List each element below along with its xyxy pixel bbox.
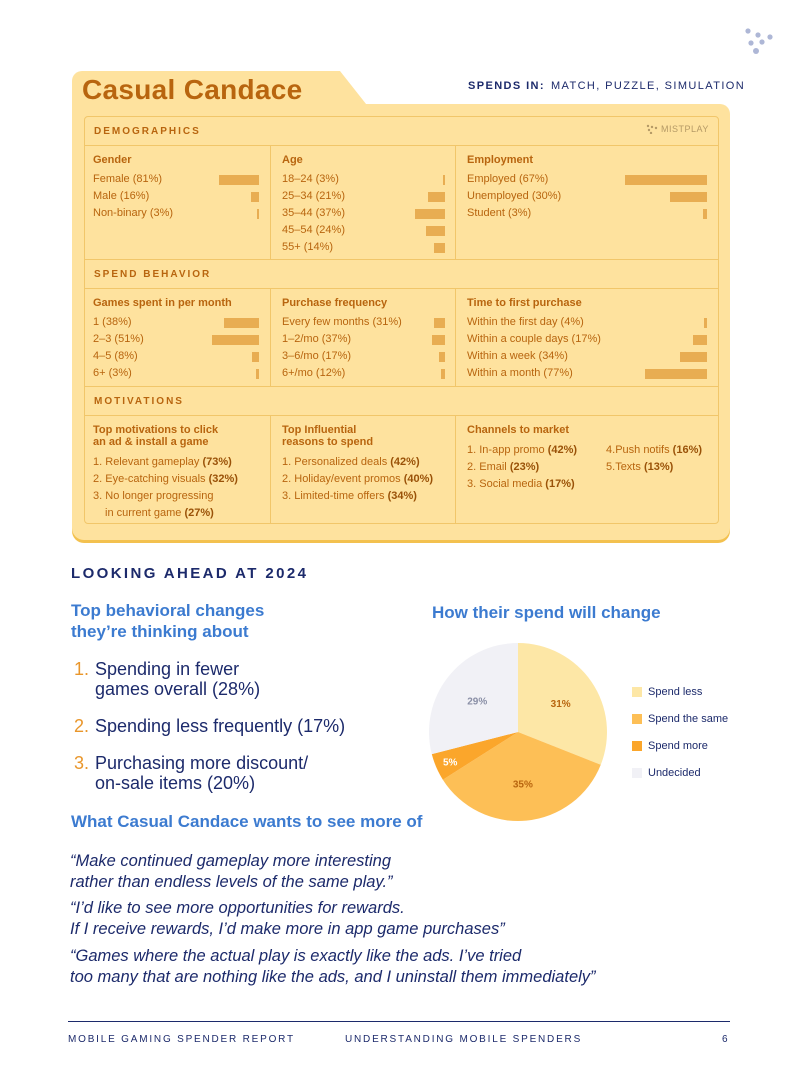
wants-heading: What Casual Candace wants to see more of (71, 812, 423, 831)
footer-section-title: UNDERSTANDING MOBILE SPENDERS (345, 1034, 583, 1045)
stat-label: Student (3%) (467, 207, 532, 219)
stat-label: 18–24 (3%) (282, 173, 339, 185)
list-item: 1. Relevant gameplay (73%) (93, 456, 232, 468)
quote-2: “I’d like to see more opportunities for rewards. If I receive rewards, I’d make more in app game purchases” (70, 899, 505, 938)
employment-title: Employment (467, 154, 534, 166)
stat-bar (415, 209, 445, 219)
legend-label: Spend less (648, 686, 703, 698)
stat-bar (432, 335, 445, 345)
stat-label: Unemployed (30%) (467, 190, 562, 202)
stat-bar (224, 318, 259, 328)
stat-bar (428, 192, 445, 202)
stat-row (93, 205, 263, 222)
footer-report-title: MOBILE GAMING SPENDER REPORT (68, 1034, 295, 1045)
stat-row (282, 348, 447, 365)
frequency-title: Purchase frequency (282, 297, 388, 309)
divider (270, 288, 271, 386)
games-title: Games spent in per month (93, 297, 232, 309)
stat-bar (443, 175, 445, 185)
age-title: Age (282, 154, 303, 166)
stat-row (467, 205, 712, 222)
divider (84, 145, 719, 146)
divider (455, 145, 456, 259)
pie-data-label: 35% (512, 779, 533, 791)
list-item: 2. Holiday/event promos (40%) (282, 473, 434, 485)
stat-label: 4–5 (8%) (93, 350, 138, 362)
changes-heading-line2: they’re thinking about (71, 622, 249, 641)
footer-divider (68, 1021, 730, 1022)
gender-cell (93, 154, 263, 222)
stat-bar (257, 209, 259, 219)
stat-label: 6+/mo (12%) (282, 367, 346, 379)
legend-item (632, 685, 728, 712)
pie-data-label: 5% (442, 757, 458, 769)
list-item: 3. Social media (17%) (467, 478, 575, 490)
legend-swatch (632, 768, 642, 778)
list-number: 3. (74, 753, 90, 773)
stat-row (282, 205, 447, 222)
divider (455, 415, 456, 524)
stat-bar (704, 318, 707, 328)
legend-item (632, 739, 728, 766)
legend-swatch (632, 741, 642, 751)
stat-row (467, 365, 712, 382)
frequency-cell (282, 297, 447, 382)
stat-bar (219, 175, 260, 185)
channels-title: Channels to market (467, 424, 570, 436)
stat-bar (256, 369, 259, 379)
stat-label: Within the first day (4%) (467, 316, 584, 328)
stat-bar (693, 335, 707, 345)
list-number: 1. (74, 659, 90, 679)
stat-bar (439, 352, 445, 362)
stat-row (282, 188, 447, 205)
list-item: 1. Personalized deals (42%) (282, 456, 420, 468)
stat-label: 1–2/mo (37%) (282, 333, 352, 345)
stat-label: Non-binary (3%) (93, 207, 174, 219)
stat-label: Male (16%) (93, 190, 150, 202)
stat-label: Within a couple days (17%) (467, 333, 601, 345)
legend-item (632, 766, 728, 793)
stat-row (93, 314, 263, 331)
channels-col-2 (606, 442, 716, 476)
first-purchase-cell (467, 297, 712, 382)
employment-cell (467, 154, 712, 222)
influential-title-line1: Top Influential (282, 424, 357, 436)
legend-label: Spend more (648, 740, 708, 752)
spends-in-label: SPENDS IN: (468, 80, 545, 92)
stat-bar (252, 352, 259, 362)
stat-row (282, 331, 447, 348)
looking-ahead-heading: LOOKING AHEAD AT 2024 (71, 565, 309, 582)
list-item: 4.Push notifs (16%) (606, 444, 703, 456)
list-item: 2. Spending less frequently (17%) (74, 716, 346, 736)
stat-row (467, 348, 712, 365)
stat-label: 45–54 (24%) (282, 224, 345, 236)
list-item: 1. Spending in fewer games overall (28%) (74, 659, 261, 699)
spends-in (468, 80, 745, 92)
click-title-line2: an ad & install a game (93, 436, 209, 448)
spends-in-value: MATCH, PUZZLE, SIMULATION (550, 80, 746, 92)
stat-bar (625, 175, 707, 185)
stat-bar (212, 335, 259, 345)
stat-label: Within a week (34%) (467, 350, 568, 362)
section-demographics: DEMOGRAPHICS (94, 126, 201, 137)
stat-row (467, 171, 712, 188)
stat-row (282, 171, 447, 188)
changes-heading-line1: Top behavioral changes (71, 601, 265, 620)
pie-data-label: 31% (550, 698, 571, 710)
divider (84, 386, 719, 387)
divider (270, 145, 271, 259)
stat-label: Employed (67%) (467, 173, 549, 185)
divider (84, 288, 719, 289)
mistplay-logo-text: MISTPLAY (661, 124, 709, 134)
stat-label: 55+ (14%) (282, 241, 334, 253)
stat-label: 25–34 (21%) (282, 190, 345, 202)
stat-label: Female (81%) (93, 173, 163, 185)
channels-cell (467, 424, 717, 490)
spend-change-heading: How their spend will change (432, 603, 661, 622)
list-item: 2. Email (23%) (467, 461, 540, 473)
stat-row (467, 314, 712, 331)
list-item: 1. In-app promo (42%) (467, 444, 578, 456)
list-item: 5.Texts (13%) (606, 461, 674, 473)
persona-name: Casual Candace (82, 74, 303, 105)
pie-legend (632, 685, 728, 793)
legend-label: Spend the same (648, 713, 729, 725)
stat-bar (434, 243, 445, 253)
legend-swatch (632, 714, 642, 724)
stat-row (93, 331, 263, 348)
list-item: 2. Eye-catching visuals (32%) (93, 473, 238, 485)
stat-label: Every few months (31%) (282, 316, 402, 328)
stat-bar (441, 369, 445, 379)
stat-bar (426, 226, 445, 236)
stat-row (282, 314, 447, 331)
list-number: 2. (74, 716, 90, 736)
channels-col-1 (467, 442, 607, 493)
behavioral-changes-list (74, 659, 374, 810)
mistplay-logo-icon (646, 124, 658, 134)
stat-bar (680, 352, 707, 362)
mistplay-logo (646, 124, 709, 134)
divider (270, 415, 271, 524)
gender-title: Gender (93, 154, 132, 166)
stat-row (282, 239, 447, 256)
stat-bar (251, 192, 259, 202)
legend-label: Undecided (648, 767, 701, 779)
stat-label: 3–6/mo (17%) (282, 350, 352, 362)
divider (84, 259, 719, 260)
list-item: 3. Limited-time offers (34%) (282, 490, 417, 502)
stat-label: 1 (38%) (93, 316, 132, 328)
games-cell (93, 297, 263, 382)
quote-3: “Games where the actual play is exactly like the ads. I’ve tried too many that are nothing like the ads, and I uninstall them immediately” (70, 947, 596, 986)
stat-bar (434, 318, 445, 328)
divider (84, 415, 719, 416)
stat-row (93, 365, 263, 382)
section-motivations: MOTIVATIONS (94, 396, 184, 407)
age-cell (282, 154, 447, 256)
brand-dots-icon (742, 26, 774, 56)
stat-row (93, 188, 263, 205)
influential-reasons-cell (282, 424, 452, 505)
stat-label: Within a month (77%) (467, 367, 573, 379)
quote-1: “Make continued gameplay more interesting rather than endless levels of the same play.” (70, 852, 393, 891)
pie-data-label: 29% (467, 696, 488, 708)
stat-row (282, 222, 447, 239)
stat-bar (703, 209, 707, 219)
stat-bar (670, 192, 707, 202)
legend-swatch (632, 687, 642, 697)
divider (455, 288, 456, 386)
click-title-line1: Top motivations to click (93, 424, 219, 436)
page-number: 6 (722, 1034, 730, 1045)
click-motivations-title (93, 424, 265, 448)
influential-title (282, 424, 452, 448)
stat-row (467, 188, 712, 205)
stat-bar (645, 369, 707, 379)
changes-heading (71, 600, 264, 642)
stat-label: 35–44 (37%) (282, 207, 345, 219)
stat-row (93, 348, 263, 365)
spend-change-pie-chart (428, 642, 608, 822)
stat-row (282, 365, 447, 382)
section-spend-behavior: SPEND BEHAVIOR (94, 269, 212, 280)
first-purchase-title: Time to first purchase (467, 297, 582, 309)
stat-row (93, 171, 263, 188)
click-motivations-cell (93, 424, 265, 522)
list-item: 3. Purchasing more discount/ on-sale items (20%) (74, 753, 309, 793)
list-item: 3. No longer progressing in current game (27%) (93, 490, 214, 519)
legend-item (632, 712, 728, 739)
stat-row (467, 331, 712, 348)
influential-title-line2: reasons to spend (282, 436, 374, 448)
stat-label: 2–3 (51%) (93, 333, 144, 345)
stat-label: 6+ (3%) (93, 367, 132, 379)
